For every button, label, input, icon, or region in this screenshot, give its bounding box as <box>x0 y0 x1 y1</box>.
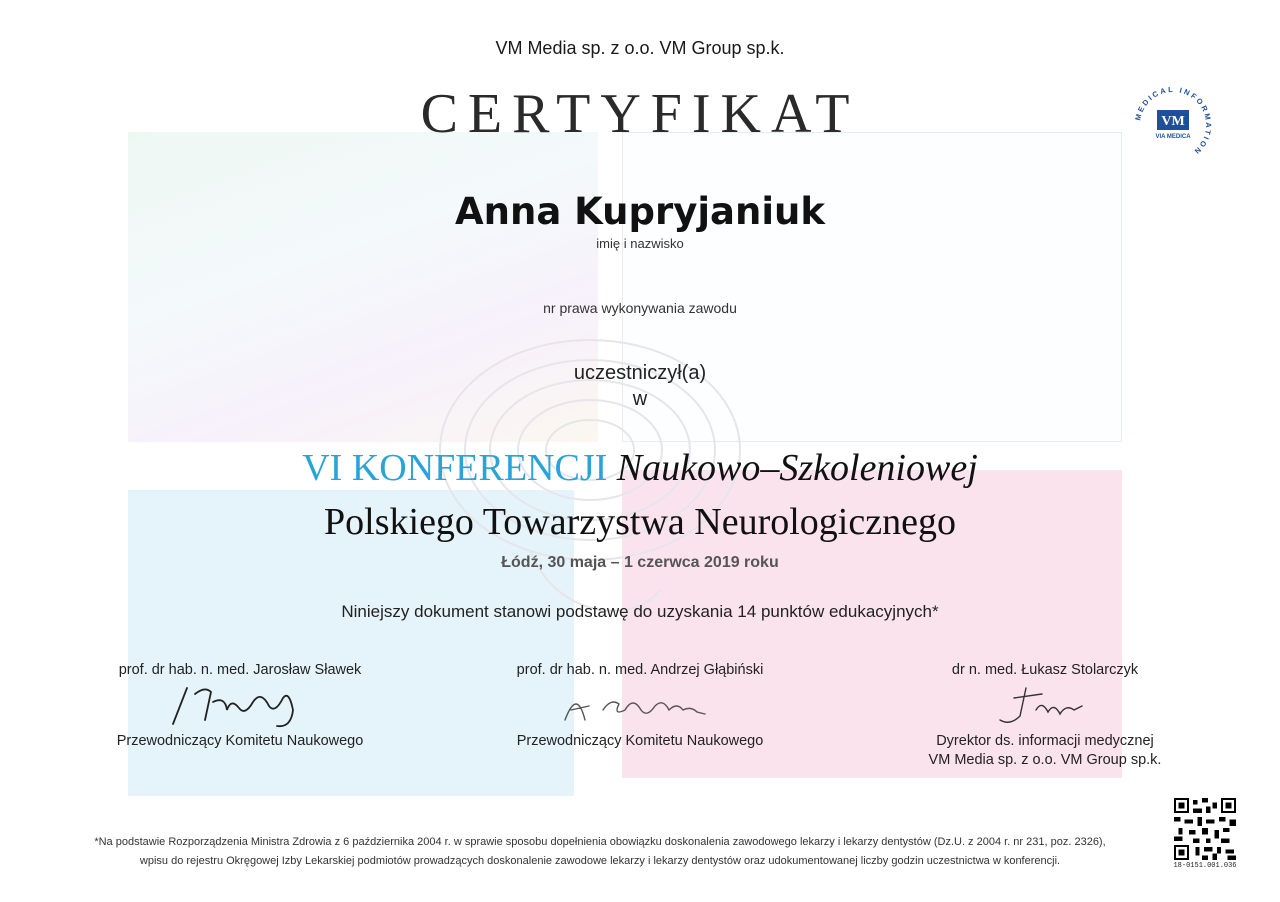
points-statement: Niniejszy dokument stanowi podstawę do uzyskania 14 punktów edukacyjnych* <box>341 602 939 621</box>
qr-code <box>1174 798 1236 860</box>
logo-mark: VM <box>1161 114 1185 129</box>
qr-code-number: 18-0151.001.036 <box>1173 862 1237 870</box>
conference-title-part2: Naukowo–Szkoleniowej <box>616 447 978 489</box>
legal-footnote: *Na podstawie Rozporządzenia Ministra Zdrowia z 6 października 2004 r. w sprawie sposobu dopełnienia obowiązku doskonalenia zawodowego lekarzy i lekarzy dentystów (Dz.U. z 2004 r. nr 231, poz. 2326), wpisu do rejestru Okręgowej Izby Lekarskiej podmiotów prowadzących doskonalenie zawodowe lekarzy i lekarzy dentystów oraz udokumentowanej liczby godzin uczestnictwa w konferencji. <box>94 836 1106 867</box>
signature-1 <box>165 680 315 730</box>
recipient-name: Anna Kupryjaniuk <box>455 190 825 233</box>
participation-preposition: w <box>632 388 648 410</box>
conference-organizer: Polskiego Towarzystwa Neurologicznego <box>324 501 956 543</box>
signatory-name: dr n. med. Łukasz Stolarczyk <box>951 662 1139 678</box>
issuer-company: VM Media sp. z o.o. VM Group sp.k. <box>495 38 785 58</box>
conference-venue-date: Łódź, 30 maja – 1 czerwca 2019 roku <box>501 554 779 571</box>
signature-3 <box>980 680 1110 730</box>
name-caption: imię i nazwisko <box>596 236 684 251</box>
conference-title <box>0 446 1280 490</box>
signatory-name: prof. dr hab. n. med. Andrzej Głąbiński <box>516 662 764 678</box>
signature-2 <box>555 680 725 730</box>
certificate-title: CERTYFIKAT <box>420 83 860 145</box>
signatory-2 <box>490 662 790 772</box>
signatory-role: Przewodniczący Komitetu Naukowego <box>116 733 364 749</box>
signatory-role: Przewodniczący Komitetu Naukowego <box>516 733 764 749</box>
signatory-name: prof. dr hab. n. med. Jarosław Sławek <box>118 662 362 678</box>
logo-ring-text: MEDICAL INFORMATION <box>1133 84 1214 158</box>
logo-brand: VIA MEDICA <box>1155 134 1191 140</box>
signatory-3 <box>895 662 1195 772</box>
signatory-role: Dyrektor ds. informacji medycznej VM Media sp. z o.o. VM Group sp.k. <box>928 733 1162 768</box>
conference-title-part1: VI KONFERENCJI <box>302 447 608 489</box>
signatory-1 <box>90 662 390 772</box>
participation-line: uczestniczył(a) <box>573 362 707 384</box>
license-caption: nr prawa wykonywania zawodu <box>543 300 737 316</box>
via-medica-logo <box>1130 82 1216 168</box>
